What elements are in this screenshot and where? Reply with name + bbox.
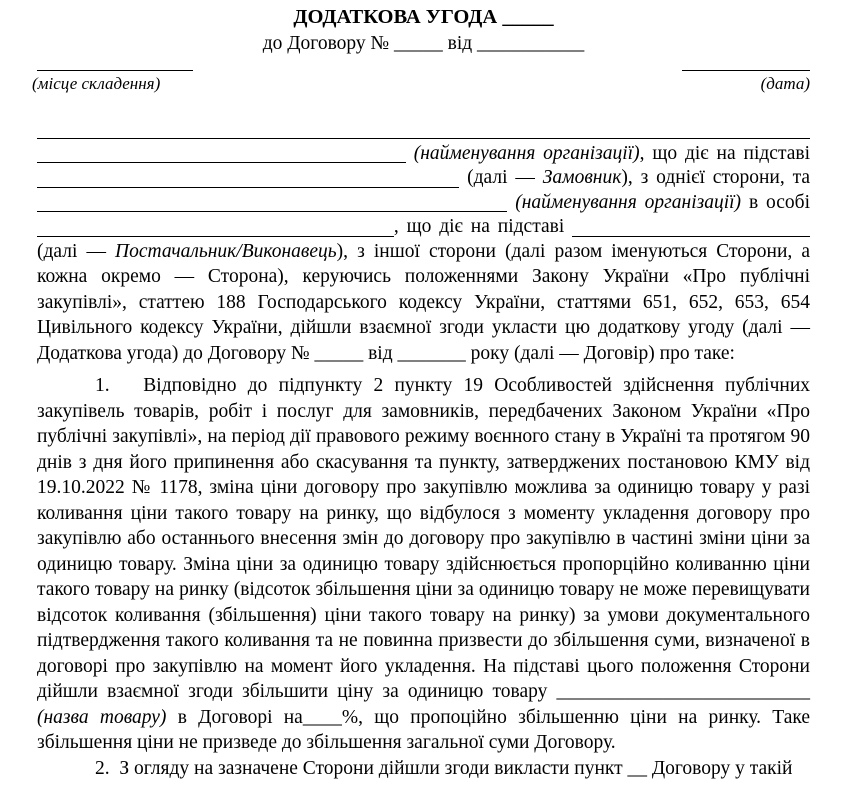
text-segment [507,192,515,214]
text-segment: (назва товару) [37,706,167,728]
preamble-paragraph [37,239,810,367]
fill-line-customer-name [37,143,810,168]
text-segment: , що діє на підставі [639,142,810,164]
blank-underline [37,187,459,188]
clause-2-paragraph [37,756,810,782]
fill-line-customer-basis [37,167,810,192]
place-field [32,70,193,94]
text-segment: 2. З огляду на зазначене Сторони дійшли згоди викласти пункт __ Договору у такій [95,757,793,779]
text-segment: (найменування організації) [515,191,742,213]
text-segment: (найменування організації) [413,142,640,164]
place-caption: (місце складення) [32,74,161,93]
blank-underline [37,162,406,163]
text-segment: в особі [741,191,810,213]
text-segment: , що діє на підставі [393,216,573,237]
text-segment: Постачальник/Виконавець [115,240,337,262]
clause-1-paragraph [37,373,810,756]
text-segment: ), з іншої сторони (далі разом іменуються Сторони, а кожна окремо — Сторона), керуючись положеннями Закону України «Про публічні закупівлі», статтею 188 Господарського кодексу України, статтями 651, 652, 653, 654 Цивільного кодексу України, дійшли взаємної згоди укласти цю додаткову угоду (далі — Додаткова угода) до Договору № _____ від _______ року (далі — Договір) про таке: [37,240,810,364]
document-title: ДОДАТКОВА УГОДА _____ [293,6,554,28]
blank-underline [37,138,810,139]
text-segment: 1. Відповідно до підпункту 2 пункту 19 Особливостей здійснення публічних закупівель товарів, робіт і послуг для замовників, передбачених Законом України «Про публічні закупівлі», на період дії правового режиму воєнного стану в Україні та протягом 90 днів з дня його припинення або скасування та пункту, затверджених постановою КМУ від 19.10.2022 № 1178, зміна ціни договору про закупівлю можлива за одиницю товару у разі коливання ціни такого товару на ринку, що відбулося з моменту укладення договору про закупівлю або останнього внесення змін до договору про закупівлю в частині зміни ціни за одиницю товару. Зміна ціни за одиницю товару здійснюється пропорційно коливанню ціни такого товару на ринку (відсоток збільшення ціни за одиницю товару не може перевищувати відсоток коливання (збільшення) ціни такого товару на ринку) за умови документального підтвердження такого коливання та не повинна призвести до збільшення суми, визначеної в договорі про закупівлю на момент його укладення. На підставі цього положення Сторони дійшли взаємної згоди збільшити ціну за одиницю товару __________________________ [37,375,810,702]
blank-underline [37,236,394,237]
fill-line-supplier-basis [37,216,810,241]
blank-underline [37,211,507,212]
fill-line-supplier-name [37,192,810,217]
place-date-row [32,70,810,94]
fill-line-blank [37,118,810,143]
blank-underline [572,236,810,237]
text-segment: Замовник [542,167,622,188]
place-blank-line [37,70,193,71]
date-field [682,70,810,94]
text-segment: в Договорі на____%, що пропоційно збільшенню ціни на ринку. Таке збільшення ціни не призведе до збільшення загальної суми Договору. [37,706,810,753]
text-segment: ), з однієї сторони, та [621,167,810,188]
date-caption: (дата) [760,74,810,93]
text-segment: (далі — [37,240,116,262]
date-blank-line [682,70,810,71]
text-segment [406,143,414,165]
text-segment: (далі — [459,167,543,188]
party-fill-lines [37,118,810,241]
document-subtitle: до Договору № _____ від ___________ [262,33,585,54]
